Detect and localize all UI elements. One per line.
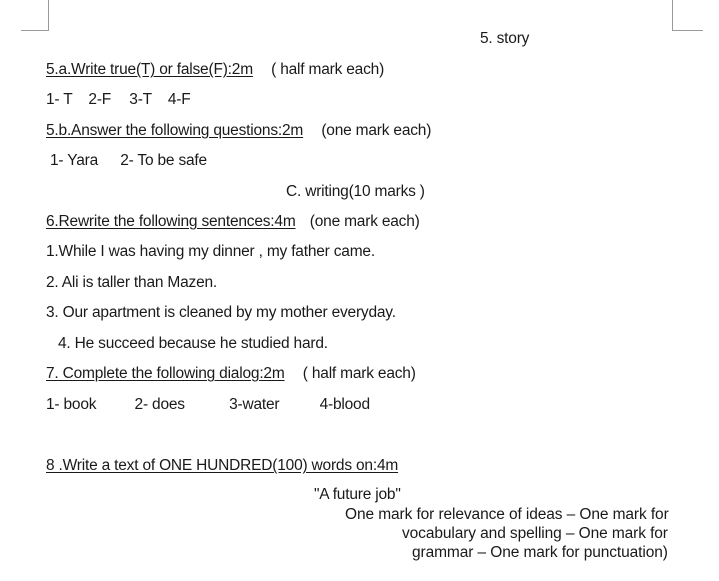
q5a-answers: [46, 90, 191, 110]
q7-note: ( half mark each): [302, 365, 416, 382]
page-corner-mark-left: [21, 0, 49, 31]
q5b-heading: 5.b.Answer the following questions:2m: [46, 122, 304, 139]
q6-answer-1: 1.While I was having my dinner , my father came.: [46, 243, 375, 260]
q6-answer-2: 2. Ali is taller than Mazen.: [46, 274, 218, 291]
q5a-row: [46, 60, 384, 80]
page-corner-mark-right: [672, 0, 703, 31]
q6-answer-4: 4. He succeed because he studied hard.: [58, 335, 328, 352]
q5b-answer-1: 1- Yara: [50, 152, 98, 169]
q7-answer-3: 3-water: [229, 396, 280, 413]
q7-answer-4: 4-blood: [319, 396, 370, 413]
q5b-note: (one mark each): [321, 122, 432, 139]
q6-answer-3: 3. Our apartment is cleaned by my mother everyday.: [46, 304, 396, 321]
q5a-answer-1: 1- T: [46, 91, 73, 108]
q8-rubric-line-3: grammar – One mark for punctuation): [412, 544, 668, 561]
q6-row: [46, 212, 420, 232]
q6-note: (one mark each): [309, 213, 420, 230]
q5b-answer-2: 2- To be safe: [120, 152, 207, 169]
section-c-heading: C. writing(10 marks ): [286, 183, 425, 200]
q5a-answer-2: 2-F: [88, 91, 112, 108]
q8-rubric-line-2: vocabulary and spelling – One mark for: [402, 525, 668, 542]
q7-answer-2: 2- does: [134, 396, 185, 413]
q8-heading: 8 .Write a text of ONE HUNDRED(100) words on:4m: [46, 457, 399, 474]
section5-item: 5. story: [480, 30, 530, 47]
q7-answers: [46, 395, 370, 415]
q8-rubric-line-1: One mark for relevance of ideas – One mark for: [345, 506, 669, 523]
q8-row: [46, 456, 398, 476]
q7-row: [46, 364, 416, 384]
q6-heading: 6.Rewrite the following sentences:4m: [46, 213, 296, 230]
q5b-answers: [50, 151, 207, 171]
q5a-answer-3: 3-T: [129, 91, 152, 108]
q7-answer-1: 1- book: [46, 396, 97, 413]
q5a-answer-4: 4-F: [167, 91, 191, 108]
q7-heading: 7. Complete the following dialog:2m: [46, 365, 285, 382]
q5a-heading: 5.a.Write true(T) or false(F):2m: [46, 61, 253, 78]
q5b-row: [46, 121, 431, 141]
q5a-note: ( half mark each): [271, 61, 385, 78]
q8-topic: "A future job": [314, 486, 401, 503]
